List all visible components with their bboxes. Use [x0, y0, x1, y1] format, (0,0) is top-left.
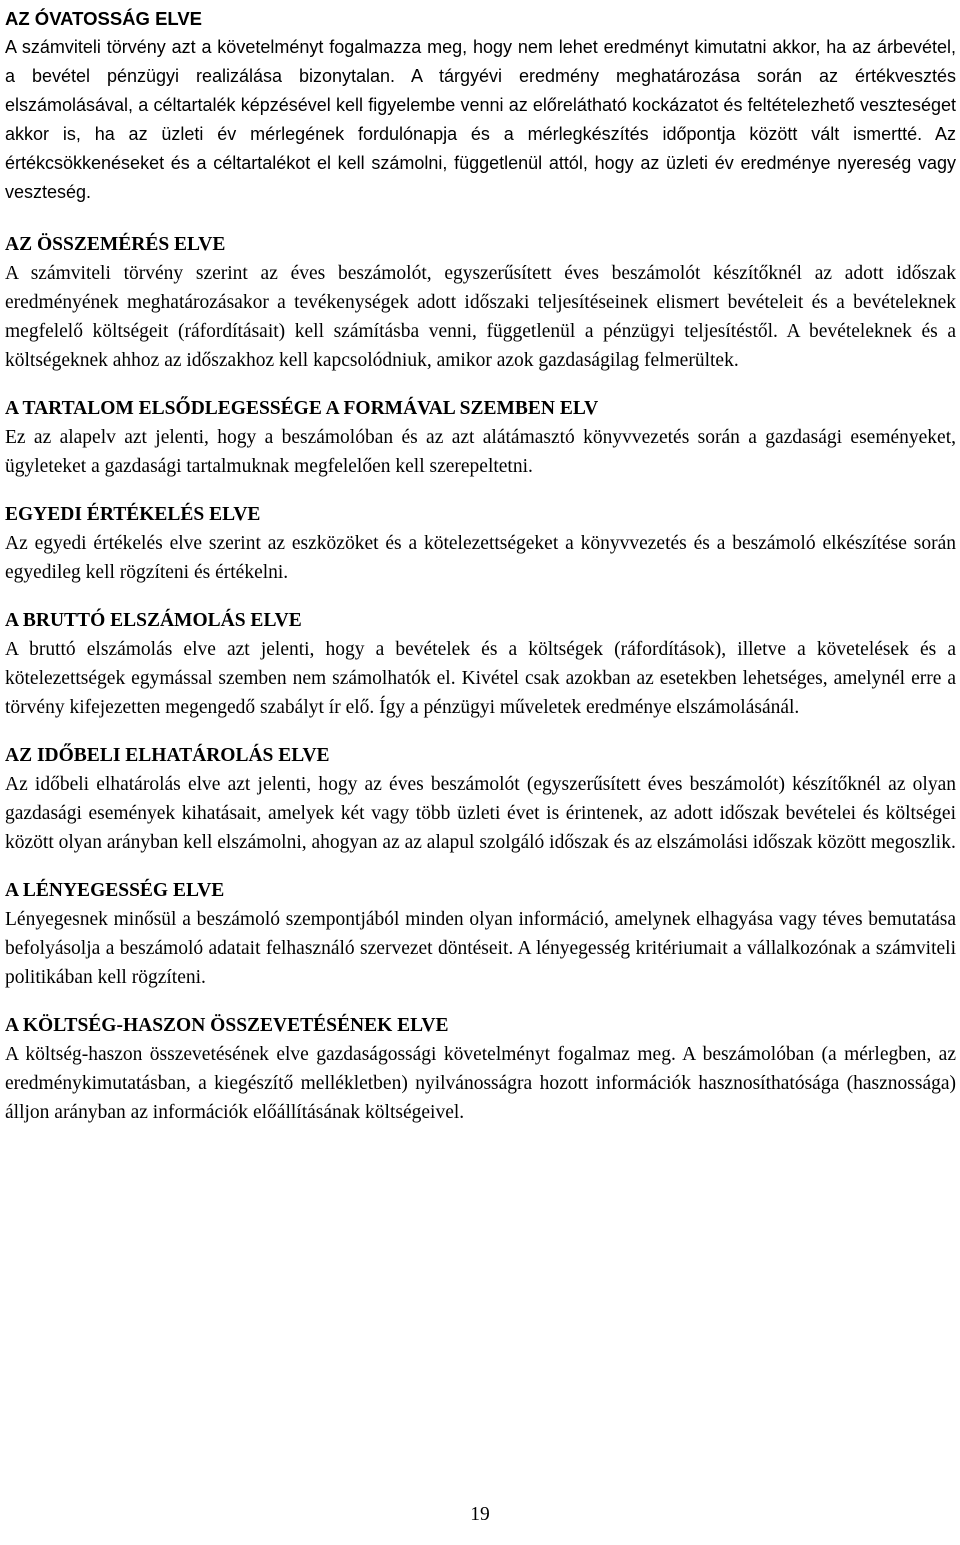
section-body: Az időbeli elhatárolás elve azt jelenti, hogy az éves beszámolót (egyszerűsített éves beszámolót) készítőknél az olyan gazdasági események kihatásait, amelyek két vagy több üzleti évet is érintenek, az adott időszak bevételei és költségei között olyan arányban kell elszámolni, ahogyan az az alapul szolgáló időszak és az elszámolási időszak között megoszlik.	[5, 774, 956, 853]
section-heading: A TARTALOM ELSŐDLEGESSÉGE A FORMÁVAL SZEMBEN ELV	[5, 398, 599, 419]
page-number: 19	[470, 1504, 490, 1525]
section-body: A bruttó elszámolás elve azt jelenti, hogy a bevételek és a költségek (ráfordítások), illetve a követelések és a kötelezettségek egymással szemben nem számolhatók el. Kivétel csak azokban az esetekben lehetséges, amelynél erre a törvény kifejezetten megengedő szabályt ír elő. Így a pénzügyi műveletek eredménye elszámolásánál.	[5, 639, 956, 718]
section-body: A költség-haszon összevetésének elve gazdaságossági követelményt fogalmaz meg. A beszámolóban (a mérlegben, az eredménykimutatásban, a kiegészítő mellékletben) nyilvánosságra hozott információk hasznosíthatósága (hasznossága) álljon arányban az információk előállításának költségeivel.	[5, 1044, 956, 1123]
section-osszemeres	[5, 230, 956, 375]
section-body: Lényegesnek minősül a beszámoló szempontjából minden olyan információ, amelynek elhagyása vagy téves bemutatása befolyásolja a beszámoló adatait felhasználó szervezet döntéseit. A lényegesség kritériumait a vállalkozónak a számviteli politikában kell rögzíteni.	[5, 909, 956, 988]
section-heading: A BRUTTÓ ELSZÁMOLÁS ELVE	[5, 610, 302, 631]
section-ovatossag	[5, 4, 956, 207]
section-heading: AZ ÓVATOSSÁG ELVE	[5, 8, 203, 29]
section-body: A számviteli törvény szerint az éves beszámolót, egyszerűsített éves beszámolót készítőknél az adott időszak eredményének meghatározásakor a tevékenységek adott időszaki teljesítéseinek elismert bevételeit és a bevételeknek megfelelő költségeit (ráfordításait) kell számításba venni, függetlenül a pénzügyi teljesítéstől. A bevételeknek és a költségeknek ahhoz az időszakhoz kell kapcsolódniuk, amikor azok gazdaságilag felmerültek.	[5, 263, 956, 371]
section-lenyegesseg	[5, 876, 956, 992]
section-heading: AZ IDŐBELI ELHATÁROLÁS ELVE	[5, 745, 330, 766]
section-heading: A LÉNYEGESSÉG ELVE	[5, 880, 225, 901]
section-egyedi-ertekeles	[5, 500, 956, 587]
section-body: Ez az alapelv azt jelenti, hogy a beszámolóban és az azt alátámasztó könyvvezetés során a gazdasági eseményeket, ügyleteket a gazdasági tartalmuknak megfelelően kell szerepeltetni.	[5, 427, 956, 477]
section-brutto-elszamolas	[5, 606, 956, 722]
section-koltseg-haszon	[5, 1011, 956, 1127]
section-tartalom-elsodlegessege	[5, 394, 956, 481]
section-heading: AZ ÖSSZEMÉRÉS ELVE	[5, 234, 226, 255]
section-body: Az egyedi értékelés elve szerint az eszközöket és a kötelezettségeket a könyvvezetés és a beszámoló elkészítése során egyedileg kell rögzíteni és értékelni.	[5, 533, 956, 583]
section-idobeli-elhatarolas	[5, 741, 956, 857]
section-heading: A KÖLTSÉG-HASZON ÖSSZEVETÉSÉNEK ELVE	[5, 1015, 449, 1036]
section-heading: EGYEDI ÉRTÉKELÉS ELVE	[5, 504, 261, 525]
section-body: A számviteli törvény azt a követelményt fogalmazza meg, hogy nem lehet eredményt kimutatni akkor, ha az árbevétel, a bevétel pénzügyi realizálása bizonytalan. A tárgyévi eredmény meghatározása során az értékvesztés elszámolásával, a céltartalék képzésével kell figyelembe venni az előrelátható kockázatot és feltételezhető veszteséget akkor is, ha az üzleti év mérlegének fordulónapja és a mérlegkészítés időpontja között vált ismertté. Az értékcsökkenéseket és a céltartalékot el kell számolni, függetlenül attól, hogy az üzleti év eredménye nyereség vagy veszteség.	[5, 37, 956, 202]
